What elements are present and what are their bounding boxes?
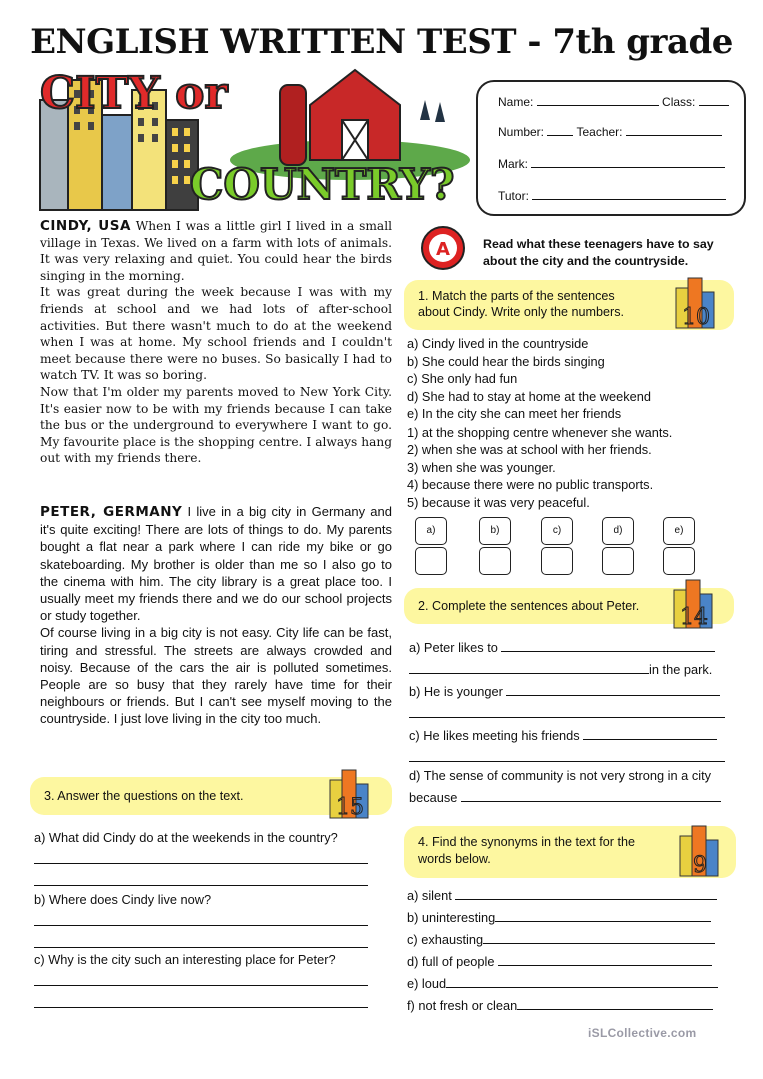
exercise-1-points: 10 (682, 305, 710, 330)
synonym-item (407, 954, 712, 969)
synonym-item (407, 932, 715, 947)
points-buildings-icon (326, 766, 374, 820)
answer-line[interactable] (34, 936, 368, 948)
answer-line[interactable] (495, 910, 711, 922)
points-buildings-icon (676, 822, 724, 878)
student-info-box (476, 80, 746, 216)
answer-label-c: c) (541, 517, 573, 545)
cindy-paragraph-2: It was great during the week because I was with my friends at school and we had lots of after-school activities. But there wasn't much to do at the weekend when I was at home. My school friends and I couldn't meet because there were no buses. So basically I had to watch TV. It was so boring. (40, 285, 392, 383)
number-teacher-row (498, 124, 722, 139)
answer-label-a: a) (415, 517, 447, 545)
peter-heading: PETER, GERMANY (40, 504, 183, 520)
answer-row (34, 874, 368, 889)
answer-line[interactable] (506, 684, 720, 696)
exercise-2-points: 14 (680, 605, 708, 630)
peter-text (40, 503, 392, 728)
exercise-2-item-d-cont (409, 790, 721, 805)
section-a-line-2: about the city and the countryside. (483, 254, 689, 268)
answer-box-d[interactable] (602, 547, 634, 575)
cindy-text (40, 218, 392, 467)
name-label: Name: (498, 95, 534, 109)
exercise-2-item-a-cont (409, 662, 712, 677)
section-a-instruction (483, 236, 714, 270)
page-title: ENGLISH WRITTEN TEST - 7th grade (30, 22, 733, 62)
exercise-2-item-c (409, 728, 717, 743)
cindy-paragraph-1: When I was a little girl I lived in a small village in Texas. We lived on a farm with lots of animals. It was very relaxing and quiet. You could hear the birds singing in the morning. (40, 219, 392, 283)
synonym-label: d) full of people (407, 954, 495, 969)
synonym-item (407, 998, 713, 1013)
number-label: Number: (498, 125, 545, 139)
answer-line[interactable] (409, 662, 649, 674)
answer-box-e[interactable] (663, 547, 695, 575)
tutor-label: Tutor: (498, 189, 529, 203)
answer-line[interactable] (498, 954, 712, 966)
exercise-2-a-label: a) Peter likes to (409, 640, 498, 655)
class-label: Class: (662, 95, 696, 109)
answer-line[interactable] (583, 728, 717, 740)
exercise-4-points: 9 (693, 853, 707, 878)
answer-box-a[interactable] (415, 547, 447, 575)
answer-line[interactable] (483, 932, 715, 944)
exercise-2-a-end: in the park. (649, 662, 713, 677)
mark-row (498, 156, 725, 171)
answer-label-e: e) (663, 517, 695, 545)
answer-box-b[interactable] (479, 547, 511, 575)
answer-line[interactable] (461, 790, 721, 802)
list-item: 4) because there were no public transports. (407, 477, 654, 493)
peter-paragraph-2: Of course living in a big city is not easy. City life can be fast, tiring and stressful. The streets are always crowded and noisy. Because of the cars the air is polluted sometimes. People are so busy that they rarely have time for their neighbours or friends. But I can't see myself moving to the countryside. I just love living in the city too much. (40, 625, 392, 727)
mark-label: Mark: (498, 157, 528, 171)
synonym-label: e) loud (407, 976, 447, 991)
answer-box-c[interactable] (541, 547, 573, 575)
footer-watermark: iSLCollective.com (588, 1026, 697, 1040)
answer-row (34, 852, 368, 867)
answer-label-d: d) (602, 517, 634, 545)
list-item: 1) at the shopping centre whenever she wants. (407, 425, 673, 440)
answer-line[interactable] (34, 974, 368, 986)
answer-row (34, 914, 368, 929)
exercise-1-right-list (407, 424, 672, 511)
cindy-paragraph-3: Now that I'm older my parents moved to New York City. It's easier now to be with my friends because I can take the bus or the underground to everywhere I want to go. My favourite place is the shopping centre. I always hang out with my friends there. (40, 384, 392, 466)
tutor-row (498, 188, 726, 203)
answer-line[interactable] (34, 874, 368, 886)
synonym-label: f) not fresh or clean (407, 998, 518, 1013)
synonym-item (407, 910, 711, 925)
exercise-2-item-c-cont (409, 750, 725, 765)
list-item: c) She only had fun (407, 371, 518, 387)
answer-line[interactable] (517, 998, 713, 1010)
exercise-2-item-b-cont (409, 706, 725, 721)
answer-line[interactable] (501, 640, 715, 652)
exercise-3-points: 15 (336, 795, 364, 820)
exercise-2-title: 2. Complete the sentences about Peter. (418, 599, 640, 613)
section-a-badge-icon (420, 225, 466, 271)
teacher-label: Teacher: (576, 125, 623, 139)
answer-line[interactable] (409, 706, 725, 718)
peter-paragraph-1: I live in a big city in Germany and it's quite exciting! There are lots of things to do. My parents bought a flat near a park where I can ride my bike or go skateboarding. My brother is older than me so I also go to the cinema with him. The city library is a great place too. I usually meet my friends there and we do our school projects or study together. (40, 504, 392, 624)
exercise-2-d-because: because (409, 790, 458, 805)
class-field[interactable] (699, 94, 729, 106)
answer-label-b: b) (479, 517, 511, 545)
answer-line[interactable] (455, 888, 717, 900)
exercise-1-title-line-1: 1. Match the parts of the sentences (418, 289, 615, 303)
exercise-2-item-d: d) The sense of community is not very strong in a city (409, 768, 712, 783)
synonym-label: b) uninteresting (407, 910, 496, 925)
teacher-field[interactable] (626, 124, 722, 136)
answer-row (34, 996, 368, 1011)
exercise-1-left-list (407, 335, 651, 423)
section-a-letter: A (436, 239, 450, 260)
list-item: 5) because it was very peaceful. (407, 494, 590, 510)
synonym-item (407, 888, 717, 903)
answer-row (34, 974, 368, 989)
synonym-label: c) exhausting (407, 932, 484, 947)
exercise-4-title-line-2: words below. (418, 852, 491, 866)
exercise-1-title-line-2: about Cindy. Write only the numbers. (418, 305, 625, 319)
question-c: c) Why is the city such an interesting place for Peter? (34, 952, 336, 967)
number-field[interactable] (547, 124, 573, 136)
answer-line[interactable] (34, 852, 368, 864)
country-logo-text: COUNTRY? (190, 160, 455, 209)
tutor-field[interactable] (532, 188, 726, 200)
answer-line[interactable] (34, 914, 368, 926)
mark-field[interactable] (531, 156, 725, 168)
list-item: b) She could hear the birds singing (407, 353, 605, 369)
name-class-row (498, 94, 729, 109)
exercise-1-answer-boxes (415, 517, 705, 577)
question-b: b) Where does Cindy live now? (34, 892, 212, 907)
exercise-3-title: 3. Answer the questions on the text. (44, 789, 244, 803)
list-item: 3) when she was younger. (407, 459, 556, 475)
answer-line[interactable] (409, 750, 725, 762)
list-item: e) In the city she can meet her friends (407, 406, 622, 422)
list-item: 2) when she was at school with her friends. (407, 442, 652, 458)
answer-line[interactable] (446, 976, 718, 988)
exercise-4-title-line-1: 4. Find the synonyms in the text for the (418, 835, 636, 849)
list-item: a) Cindy lived in the countryside (407, 336, 589, 351)
exercise-2-c-label: c) He likes meeting his friends (409, 728, 580, 743)
exercise-2-item-a (409, 640, 715, 655)
answer-row (34, 936, 368, 951)
question-a: a) What did Cindy do at the weekends in the country? (34, 830, 338, 845)
section-a-line-1: Read what these teenagers have to say (483, 237, 714, 251)
answer-line[interactable] (34, 996, 368, 1008)
cindy-heading: CINDY, USA (40, 218, 131, 234)
synonym-item (407, 976, 718, 991)
exercise-2-b-label: b) He is younger (409, 684, 503, 699)
points-buildings-icon (672, 274, 720, 330)
list-item: d) She had to stay at home at the weekend (407, 388, 652, 404)
points-buildings-icon (670, 576, 718, 630)
name-field[interactable] (537, 94, 659, 106)
exercise-2-item-b (409, 684, 720, 699)
city-or-logo-text: CITY or (40, 68, 228, 119)
synonym-label: a) silent (407, 888, 452, 903)
